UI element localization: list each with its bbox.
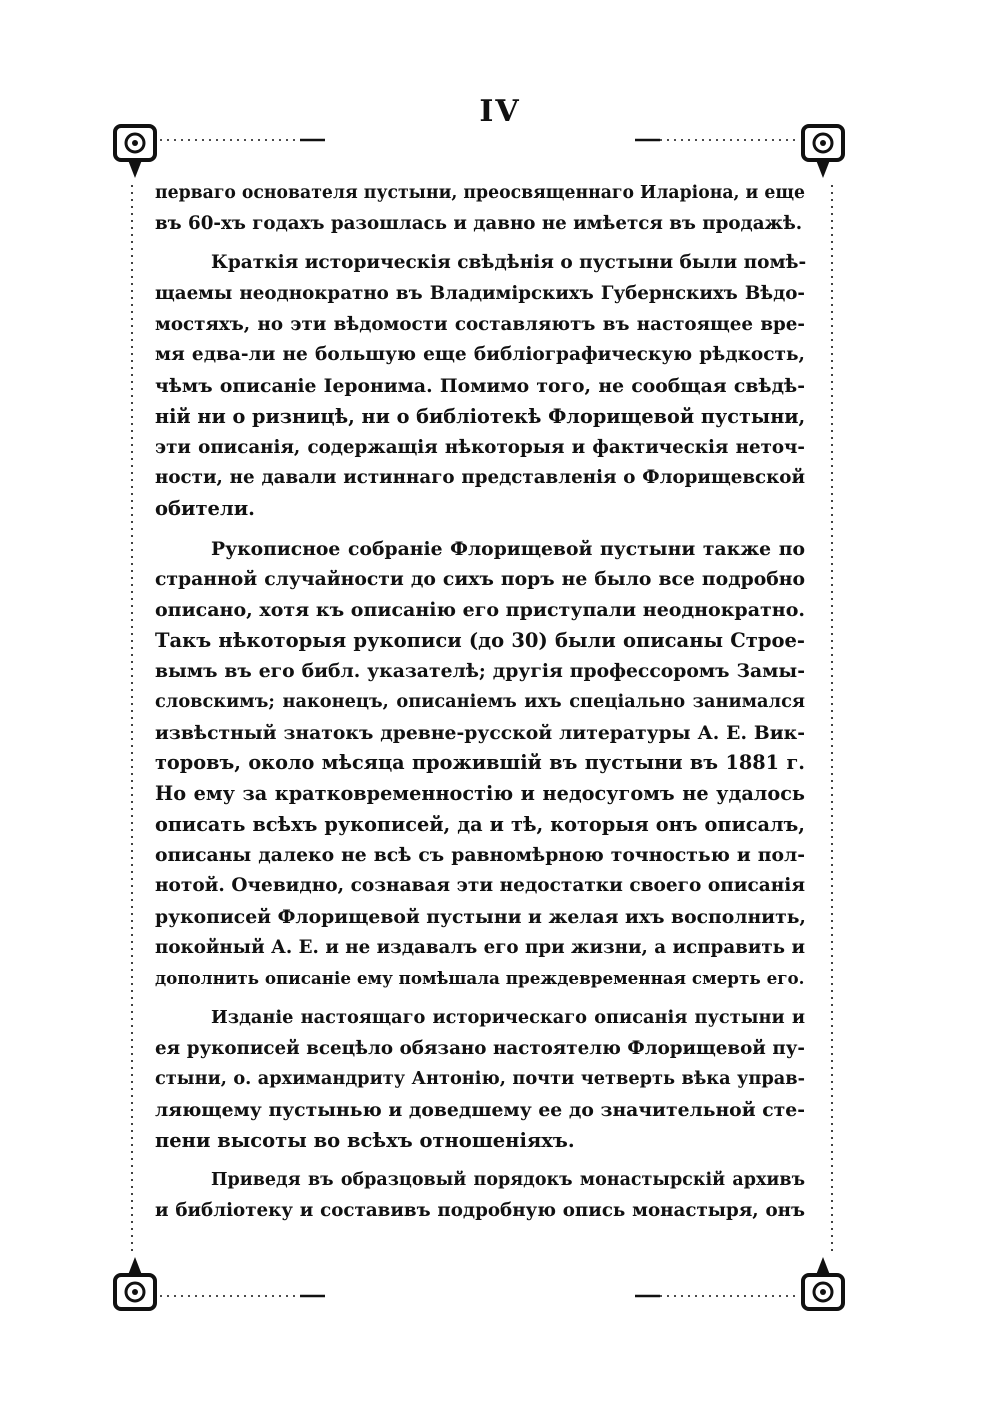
corner-ornament-top-right [803,126,843,178]
text-line: и библіотеку и составивъ подробную опись монастыря, онъ [155,1200,805,1221]
text-line: описаны далеко не всѣ съ равномѣрною точностью и пол- [155,844,805,867]
text-line: Такъ нѣкоторыя рукописи (до 30) были описаны Строе- [155,628,805,652]
text-line: Краткія историческія свѣдѣнія о пустыни были помѣ- [211,252,807,274]
text-line: мостяхъ, но эти вѣдомости составляютъ въ настоящее вре- [155,313,805,335]
text-line: покойный А. Е. и не издавалъ его при жизни, а исправить и [155,936,805,958]
text-line: обители. [155,496,255,520]
text-line: въ 60-хъ годахъ разошлась и давно не имѣется въ продажѣ. [155,212,803,234]
text-line: вымъ въ его библ. указателѣ; другія профессоромъ Замы- [155,660,805,683]
text-line: описать всѣхъ рукописей, да и тѣ, которыя онъ описалъ, [155,812,805,836]
text-line: дополнить описаніе ему помѣшала преждевременная смерть его. [155,968,805,989]
page-number: IV [479,94,521,129]
text-line: ея рукописей всецѣло обязано настоятелю Флорищевой пу- [155,1037,805,1059]
text-line: стыни, о. архимандриту Антонію, почти четверть вѣка управ- [155,1068,805,1090]
text-line: щаемы неоднократно въ Владимірскихъ Губернскихъ Вѣдо- [155,283,805,305]
text-line: ности, не давали истиннаго представленія о Флорищевской [155,467,805,489]
text-line: словскимъ; наконецъ, описаніемъ ихъ спеціально занимался [155,691,805,712]
text-line: рукописей Флорищевой пустыни и желая ихъ восполнить, [155,905,806,928]
text-line: Изданіе настоящаго историческаго описанія пустыни и [211,1006,805,1028]
text-line: пени высоты во всѣхъ отношеніяхъ. [155,1128,575,1152]
text-line: мя едва-ли не большую еще библіографическую рѣдкость, [155,344,805,366]
text-line: Приведя въ образцовый порядокъ монастырскій архивъ [211,1170,805,1191]
text-line: Рукописное собраніе Флорищевой пустыни также по [211,537,805,560]
text-line: странной случайности до сихъ поръ не было все подробно [155,568,805,591]
text-line: чѣмъ описаніе Іеронима. Помимо того, не сообщая свѣдѣ- [155,375,805,398]
corner-ornament-bottom-left [115,1257,155,1309]
text-line: описано, хотя къ описанію его приступали неоднократно. [155,598,805,621]
text-line: перваго основателя пустыни, преосвященнаго Иларіона, и еще [155,183,805,203]
text-line: торовъ, около мѣсяца прожившій въ пустыни въ 1881 г. [155,751,805,775]
text-line: эти описанія, содержащія нѣкоторыя и фактическія неточ- [155,436,805,458]
text-line: Но ему за кратковременностію и недосугомъ не удалось [155,782,805,806]
text-line: ляющему пустынью и доведшему ее до значительной сте- [155,1098,805,1121]
corner-ornament-bottom-right [803,1257,843,1309]
text-line: извѣстный знатокъ древне-русской литературы А. Е. Вик- [155,721,805,744]
text-line: нотой. Очевидно, сознавая эти недостатки своего описанія [155,875,805,897]
corner-ornament-top-left [115,126,155,178]
body-text [155,178,805,1227]
text-line: ній ни о ризницѣ, ни о библіотекѣ Флорищевой пустыни, [155,404,806,428]
